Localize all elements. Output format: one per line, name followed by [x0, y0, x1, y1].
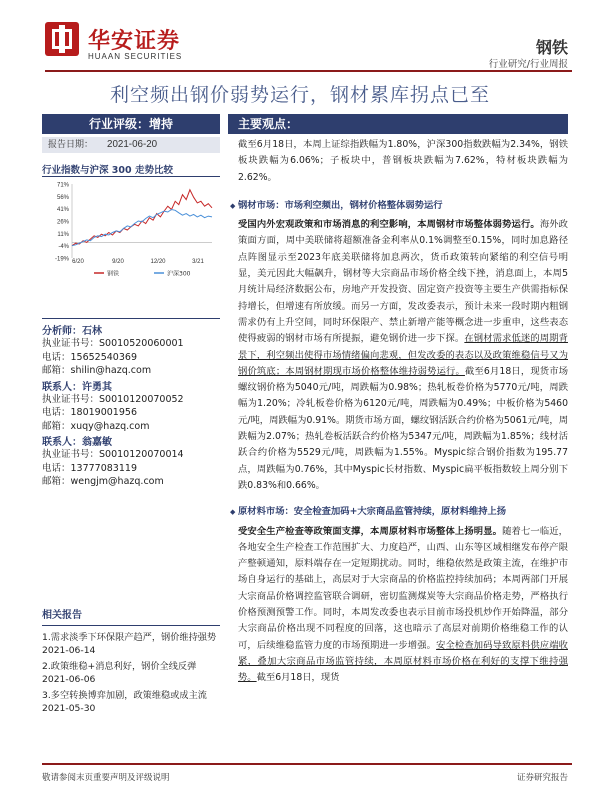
section-lead: 受国内外宏观政策和市场消息的利空影响，本周钢材市场整体弱势运行。: [238, 219, 540, 231]
section-body: 海外政策面方面，周中美联储将超额准备金利率从0.1%调整至0.15%，同时加息路径点阵图显示至2023年底美联储将加息两次，货币政策转向紧缩的利空信号明显，美元因此大幅飙升，钢材等大宗商品市场价格全线下挫，消息面上，本周5月统计局经济数据公布，房地产开发投资、固定资产投资等主要生产供需指标保持增长，但增速有所放缓。而另一方面，发改委表示，预计未来一段时期内粗钢需求仍有上升空间，同时环保限产、禁止新增产能等概念进一步重申，这些表态使得疲弱的钢材市场有所提振，避免钢价进一步下探。: [238, 219, 568, 345]
contact-phone: 电话：13777083119: [42, 462, 137, 474]
x-tick-label: 9/20: [112, 259, 124, 265]
related-report-item[interactable]: 2.政策维稳+消息利好，钢价全线反弹 2021-06-06: [42, 661, 197, 685]
footer-label: 证券研究报告: [516, 773, 568, 783]
main-body: [230, 137, 568, 687]
section-raw-materials: [230, 504, 568, 686]
footer-divider: [42, 763, 572, 765]
section-highlight: 安全检查加码导致原料供应端收紧，叠加大宗商品市场监管持续，本周原材料市场价格在利好的支撑下维持强势。: [238, 639, 568, 684]
company-logo-icon: [45, 22, 79, 56]
related-report-item[interactable]: 3.多空转换博弈加剧，政策维稳或成主流 2021-05-30: [42, 690, 207, 714]
main-points-heading: 主要观点：: [228, 114, 568, 134]
series-line-steel: [72, 190, 212, 246]
sector-label: 钢铁: [535, 38, 568, 57]
related-reports-title: 相关报告: [42, 610, 82, 621]
analyst-phone: 电话：15652540369: [42, 351, 137, 363]
analyst-cert: 执业证书号：S0010520060001: [42, 338, 184, 349]
y-tick-label: 26%: [56, 219, 69, 226]
y-tick-label: 56%: [56, 194, 69, 201]
report-date: [42, 137, 220, 153]
x-tick-label: 6/20: [72, 259, 84, 265]
series-line-csi300: [72, 210, 212, 246]
legend-label: 沪深300: [167, 270, 191, 278]
performance-chart: [42, 178, 220, 280]
report-date-value: 2021-06-20: [107, 139, 158, 150]
section-highlight: 在钢材需求低迷的周期背景下，利空频出使得市场情绪偏向悲观，但发改委的表态以及政策维稳信号又为钢价筑底；本周钢材期现市场价格整体维持弱势运行。: [238, 333, 568, 377]
chart-title: 行业指数与沪深 300 走势比较: [42, 165, 173, 176]
disclaimer-note: 敬请参阅末页重要声明及评级说明: [42, 773, 170, 783]
related-reports: [42, 606, 220, 718]
report-type: 行业研究/行业周报: [488, 59, 568, 70]
y-tick-label: 11%: [57, 231, 69, 238]
analyst-label: 分析师：石林: [42, 326, 102, 337]
section-body: 截至6月18日，现货: [256, 672, 340, 684]
y-tick-label: -19%: [54, 256, 69, 263]
y-tick-label: 41%: [56, 207, 69, 214]
contact-email[interactable]: 邮箱：wengjm@hazq.com: [42, 476, 164, 487]
analyst-block: [42, 322, 222, 489]
report-headline: 利空频出钢价弱势运行，钢材累库拐点已至: [109, 84, 490, 106]
contact-cert: 执业证书号：S0010120070052: [42, 393, 184, 405]
contact-label: 联系人：许勇其: [42, 381, 112, 393]
x-tick-label: 12/20: [150, 259, 166, 265]
analyst-divider: [42, 318, 220, 319]
chart-divider: [42, 176, 220, 177]
bullet-icon: ◆: [230, 508, 236, 517]
bullet-icon: ◆: [230, 201, 236, 210]
contact-label: 联系人：翁嘉敏: [42, 437, 112, 448]
analyst-email[interactable]: 邮箱：shilin@hazq.com: [42, 365, 152, 376]
section-body: 截至6月18日，现货市场螺纹钢价格为5040元/吨，周跌幅为0.98%；热轧板卷价格为5770元/吨，周跌幅为1.20%；冷轧板卷价格为6120元/吨，周跌幅为0.49%；中板价格为5460元/吨，周跌幅为0.91%。期货市场方面，螺纹钢活跃合约价格为5061元/吨，周跌幅为2.07%；热轧卷板活跃合约价格为5347元/吨，周跌幅为1.85%；线材活跃合约价格为5529元/吨，周跌幅为1.55%。Myspic综合钢价指数为195.77点，周跌幅为0.76%，其中Myspic长材指数、Myspic扁平板指数较上周分别下跌0.83%和0.66%。: [238, 365, 568, 491]
rating-badge: 行业评级：增持: [42, 114, 220, 134]
section-body: 随着七一临近，各地安全生产检查工作范围扩大、力度趋严，山西、山东等区域相继发布停产限产整顿通知，原料端存在一定短期扰动。同时，维稳依然是政策主流，在维护市场自身运行的基础上，高层对于大宗商品的价格监控持续加码；本周两部门开展大宗商品价格调控监管联合调研，密切监测煤炭等大宗商品价格走势，严格执行价格预测预警工作。同时，本周发改委也表示目前市场投机炒作开始降温，部分大宗商品价格出现不同程度的回落，这也暗示了高层对前期价格维稳工作的认可，后续维稳监管力度的市场预期进一步增强。: [238, 525, 568, 651]
section-steel: [230, 198, 568, 494]
x-tick-label: 3/21: [192, 259, 204, 265]
section-title: 钢材市场：市场利空频出，钢材价格整体弱势运行: [238, 199, 443, 211]
related-divider: [42, 625, 220, 626]
brand-name-cn: 华安证券: [88, 28, 181, 54]
related-report-item[interactable]: 1.需求淡季下环保限产趋严，钢价维持强势 2021-06-14: [42, 632, 217, 656]
report-date-label: 报告日期：: [48, 140, 94, 150]
y-tick-label: -4%: [58, 244, 69, 251]
market-summary: 截至6月18日，本周上证综指跌幅为1.80%，沪深300指数跌幅为2.34%，钢铁板块跌幅为6.06%；子板块中，普钢板块跌幅为7.62%，特材板块跌幅为2.62%。: [238, 139, 568, 183]
y-tick-label: 71%: [56, 182, 69, 189]
section-lead: 受安全生产检查等政策面支撑，本周原材料市场整体上扬明显。: [238, 525, 503, 537]
legend-label: 钢铁: [107, 270, 120, 278]
contact-email[interactable]: 邮箱：xuqy@hazq.com: [42, 420, 150, 432]
contact-cert: 执业证书号：S0010120070014: [42, 449, 184, 460]
brand-name-en: HUAAN SECURITIES: [88, 52, 183, 61]
contact-phone: 电话：18019001956: [42, 407, 137, 418]
header-divider: [45, 70, 572, 72]
section-title: 原材料市场：安全检查加码+大宗商品监管持续，原材料维持上扬: [238, 506, 507, 518]
